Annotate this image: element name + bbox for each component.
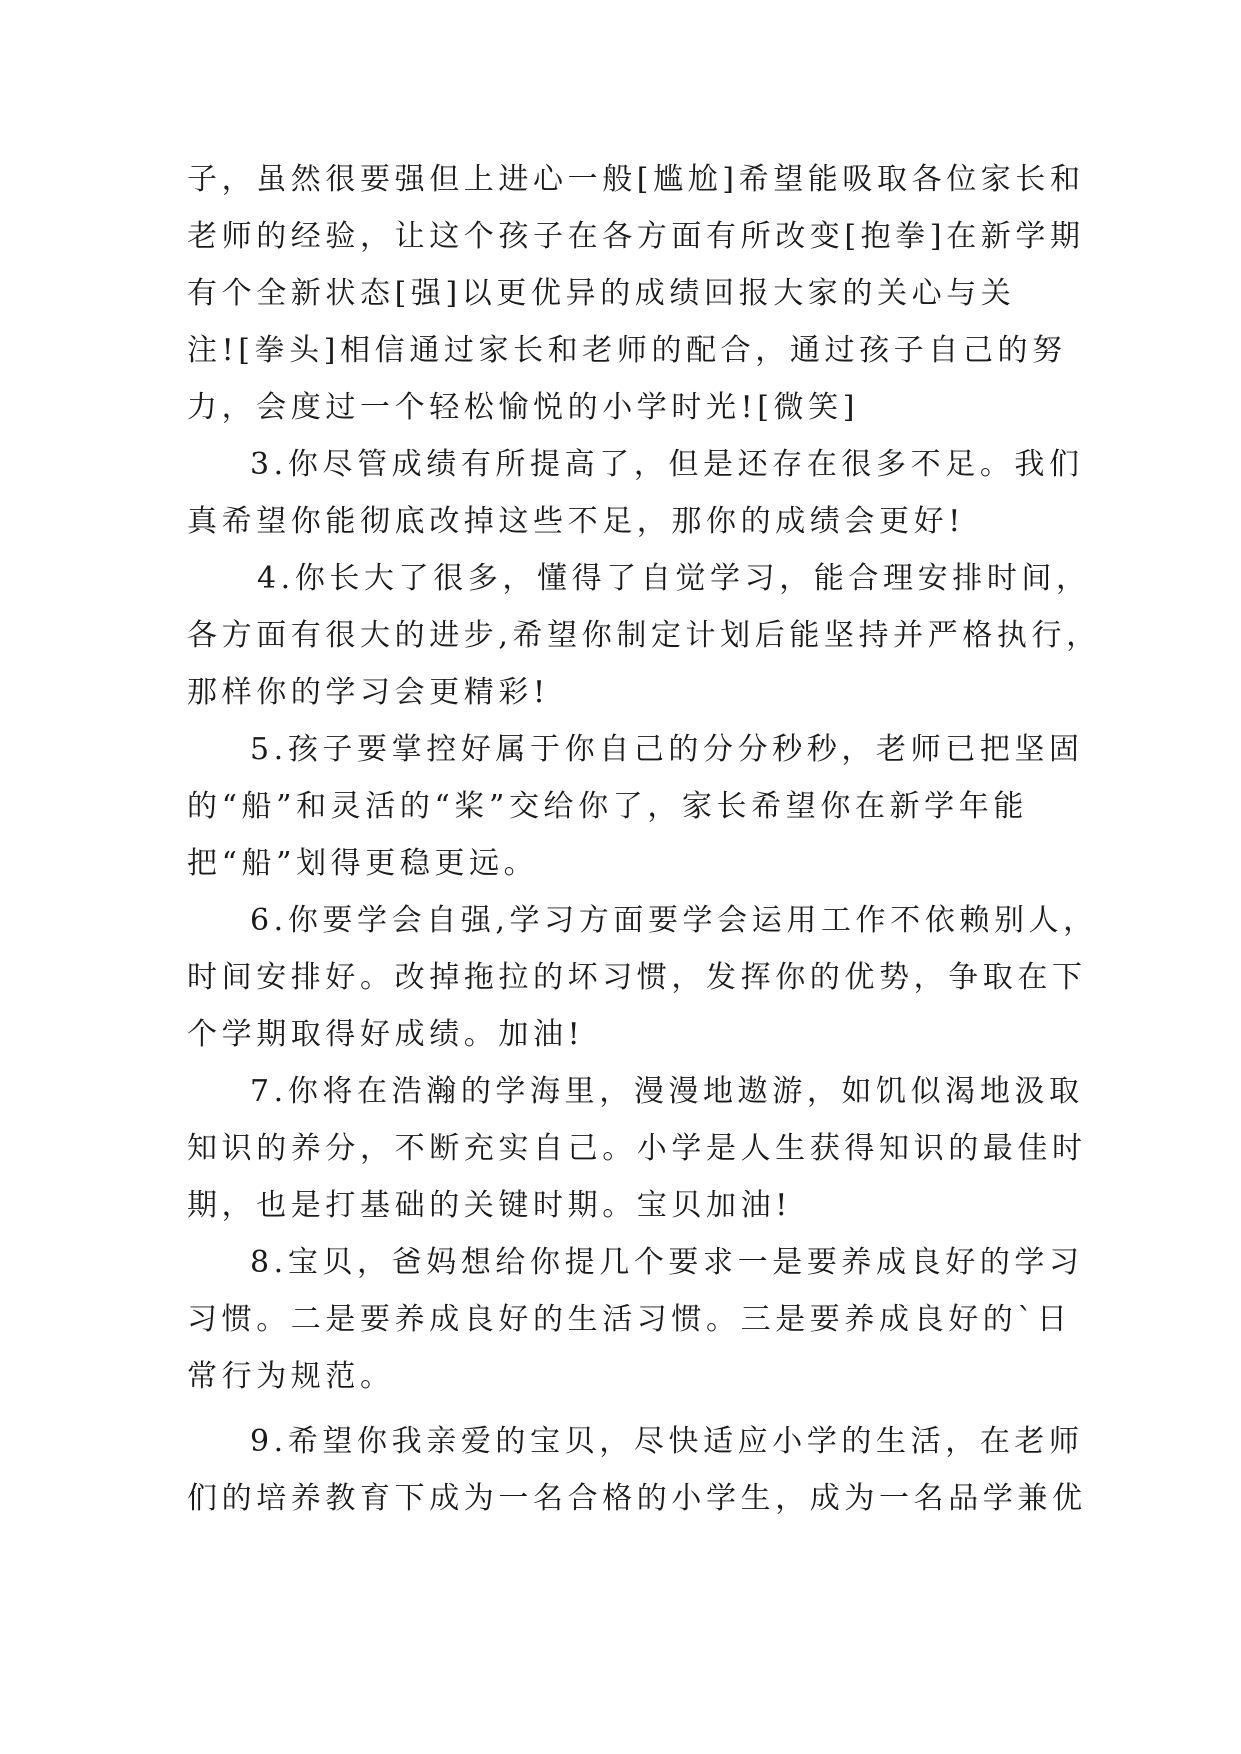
text-line: 4.你长大了很多，懂得了自觉学习，能合理安排时间， — [257, 561, 1091, 596]
text-line: 习惯。二是要养成良好的生活习惯。三是要养成良好的`日 — [187, 1302, 1072, 1337]
text-line: 知识的养分，不断充实自己。小学是人生获得知识的最佳时 — [187, 1131, 1087, 1166]
text-line: 3.你尽管成绩有所提高了，但是还存在很多不足。我们 — [250, 447, 1084, 482]
paragraph-7 — [187, 1063, 1087, 1234]
text-line: 老师的经验，让这个孩子在各方面有所改变[抱拳]在新学期 — [187, 219, 1085, 254]
paragraph-6 — [187, 892, 1098, 1063]
text-line: 时间安排好。改掉拖拉的坏习惯，发挥你的优势，争取在下 — [187, 960, 1087, 995]
text-line: 各方面有很大的进步,希望你制定计划后能坚持并严格执行， — [187, 618, 1101, 653]
paragraph-5 — [187, 721, 1084, 892]
paragraph-continuation — [187, 151, 1085, 436]
text-line: 子，虽然很要强但上进心一般[尴尬]希望能吸取各位家长和 — [187, 162, 1085, 197]
text-line: 期，也是打基础的关键时期。宝贝加油! — [187, 1188, 792, 1223]
paragraph-8 — [187, 1234, 1084, 1405]
text-line: 6.你要学会自强,学习方面要学会运用工作不依赖别人， — [250, 903, 1098, 938]
text-line: 有个全新状态[强]以更优异的成绩回报大家的关心与关 — [187, 276, 1016, 311]
text-line: 个学期取得好成绩。加油! — [187, 1017, 585, 1052]
document-body — [187, 151, 1101, 1527]
text-line: 真希望你能彻底改掉这些不足，那你的成绩会更好! — [187, 504, 965, 539]
text-line: 们的培养教育下成为一名合格的小学生，成为一名品学兼优 — [187, 1481, 1087, 1516]
text-line: 8.宝贝，爸妈想给你提几个要求一是要养成良好的学习 — [250, 1245, 1084, 1280]
text-line: 力，会度过一个轻松愉悦的小学时光![微笑] — [187, 390, 860, 425]
text-line: 的“船”和灵活的“桨”交给你了，家长希望你在新学年能 — [187, 789, 1028, 824]
paragraph-9 — [187, 1413, 1087, 1527]
text-line: 常行为规范。 — [187, 1359, 395, 1394]
text-line: 注![拳头]相信通过家长和老师的配合，通过孩子自己的努 — [187, 333, 1067, 368]
text-line: 9.希望你我亲爱的宝贝，尽快适应小学的生活，在老师 — [250, 1424, 1084, 1459]
paragraph-4 — [187, 550, 1101, 721]
text-line: 7.你将在浩瀚的学海里，漫漫地遨游，如饥似渴地汲取 — [250, 1074, 1084, 1109]
text-line: 5.孩子要掌控好属于你自己的分分秒秒，老师已把坚固 — [250, 732, 1084, 767]
text-line: 把“船”划得更稳更远。 — [187, 846, 539, 881]
text-line: 那样你的学习会更精彩! — [187, 675, 550, 710]
paragraph-3 — [187, 436, 1084, 550]
